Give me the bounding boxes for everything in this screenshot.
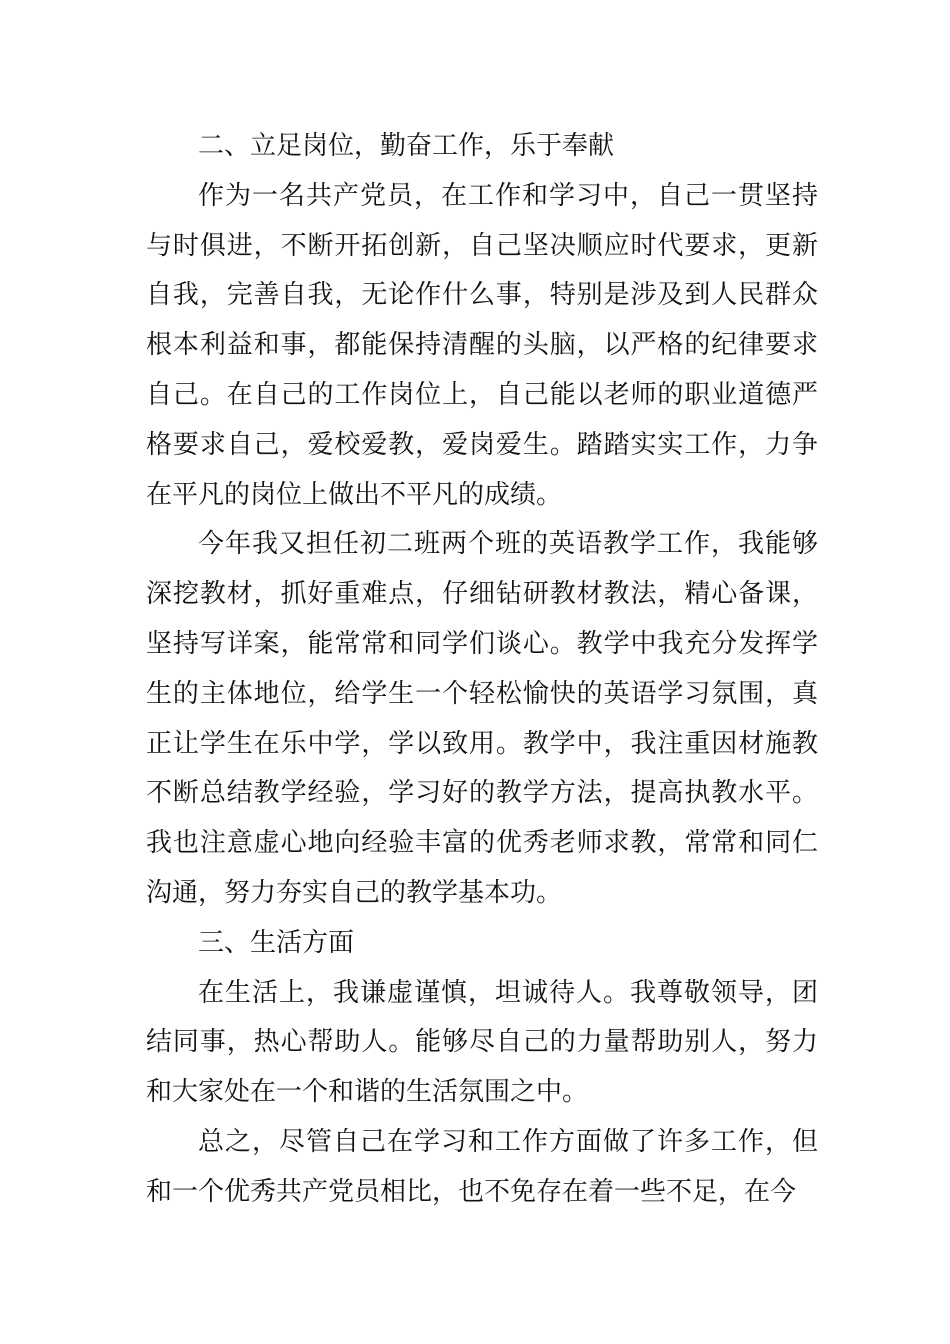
section-heading-3: 三、生活方面 — [198, 927, 355, 958]
document-body — [146, 122, 818, 1218]
paragraph-life: 在生活上，我谦虚谨慎，坦诚待人。我尊敬领导，团结同事，热心帮助人。能够尽自己的力量帮助别人，努力和大家处在一个和谐的生活氛围之中。 — [146, 977, 818, 1108]
paragraph-work-attitude: 作为一名共产党员，在工作和学习中，自己一贯坚持与时俱进，不断开拓创新，自己坚决顺应时代要求，更新自我，完善自我，无论作什么事，特别是涉及到人民群众根本利益和事，都能保持清醒的头脑，以严格的纪律要求自己。在自己的工作岗位上，自己能以老师的职业道德严格要求自己，爱校爱教，爱岗爱生。踏踏实实工作，力争在平凡的岗位上做出不平凡的成绩。 — [146, 180, 818, 510]
paragraph-teaching: 今年我又担任初二班两个班的英语教学工作，我能够深挖教材，抓好重难点，仔细钻研教材教法，精心备课，坚持写详案，能常常和同学们谈心。教学中我充分发挥学生的主体地位，给学生一个轻松愉快的英语学习氛围，真正让学生在乐中学，学以致用。教学中，我注重因材施教不断总结教学经验，学习好的教学方法，提高执教水平。我也注意虚心地向经验丰富的优秀老师求教，常常和同仁沟通，努力夯实自己的教学基本功。 — [146, 529, 818, 908]
paragraph-summary: 总之，尽管自己在学习和工作方面做了许多工作，但和一个优秀共产党员相比，也不免存在着一些不足，在今 — [146, 1126, 818, 1207]
section-heading-2: 二、立足岗位，勤奋工作，乐于奉献 — [198, 131, 615, 161]
